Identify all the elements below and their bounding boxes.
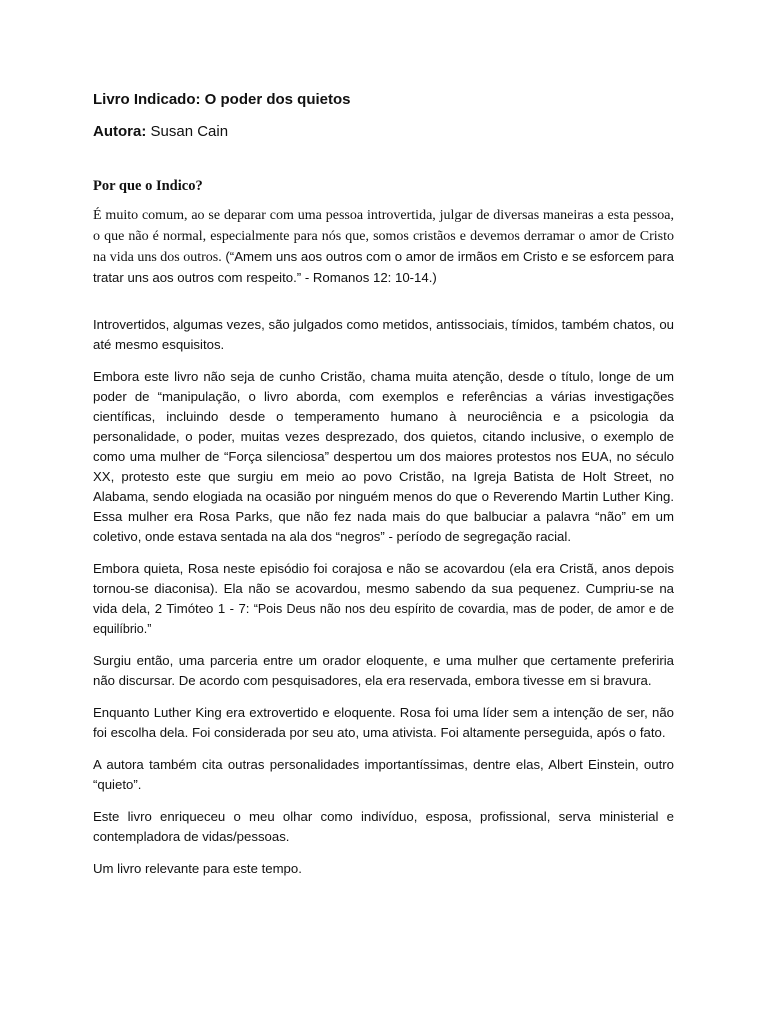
intro-bible-quote: (“Amem uns aos outros com o amor de irmãos em Cristo e se esforcem para tratar uns aos outros com respeito.” - Romanos 12: 10-14.) — [93, 249, 674, 285]
book-title-line — [93, 90, 674, 110]
paragraph-3-quote: “Pois Deus não nos deu espírito de covardia, mas de poder, de amor e de equilíbrio.” — [93, 602, 674, 636]
section-heading: Por que o Indico? — [93, 178, 203, 194]
document-page — [93, 90, 674, 879]
paragraph-3 — [93, 559, 674, 639]
author-line — [93, 122, 674, 142]
paragraph-6: A autora também cita outras personalidades importantíssimas, dentre elas, Albert Einstein, outro “quieto”. — [93, 757, 674, 792]
author-name: Susan Cain — [150, 123, 229, 140]
intro-serif-text: É muito comum, ao se deparar com uma pessoa introvertida, julgar de diversas maneiras a esta pessoa, o que não é normal, especialmente para nós que, somos cristãos e devemos derramar o amor de Cristo na vida uns dos outros. — [93, 208, 674, 265]
paragraph-5: Enquanto Luther King era extrovertido e eloquente. Rosa foi uma líder sem a intenção de ser, não foi escolha dela. Foi considerada por seu ato, uma ativista. Foi altamente perseguida, após o fato. — [93, 705, 674, 740]
paragraph-8: Um livro relevante para este tempo. — [93, 861, 302, 876]
paragraph-7: Este livro enriqueceu o meu olhar como indivíduo, esposa, profissional, serva ministerial e contempladora de vidas/pessoas. — [93, 809, 674, 844]
author-label: Autora: — [93, 123, 147, 140]
intro-paragraph — [93, 205, 674, 288]
paragraph-3-main: Embora quieta, Rosa neste episódio foi corajosa e não se acovardou (ela era Cristã, anos depois tornou-se diaconisa). Ela não se acovardou, mesmo sabendo da sua pequenez. Cumpriu-se na vida dela, 2 Timóteo 1 - 7: — [93, 561, 674, 616]
paragraph-1: Introvertidos, algumas vezes, são julgados como metidos, antissociais, tímidos, também chatos, ou até mesmo esquisitos. — [93, 317, 674, 352]
paragraph-4: Surgiu então, uma parceria entre um orador eloquente, e uma mulher que certamente preferiria não discursar. De acordo com pesquisadores, ela era reservada, embora tivesse em si bravura. — [93, 653, 674, 688]
paragraph-2: Embora este livro não seja de cunho Cristão, chama muita atenção, desde o título, longe de um poder de “manipulação, o livro aborda, com exemplos e referências a várias investigações científicas, incluindo desde o temperamento humano à neurociência e a psicologia da personalidade, o poder, muitas vezes desprezado, dos quietos, citando inclusive, o exemplo de como uma mulher de “Força silenciosa” despertou um dos maiores protestos nos EUA, no século XX, protesto este que surgiu em meio ao povo Cristão, na Igreja Batista de Holt Street, no Alabama, sendo elogiada na ocasião por ninguém menos do que o Reverendo Martin Luther King. Essa mulher era Rosa Parks, que não fez nada mais do que balbuciar a palavra “não” em um coletivo, onde estava sentada na ala dos “negros” - período de segregação racial. — [93, 369, 674, 544]
book-title: Livro Indicado: O poder dos quietos — [93, 91, 351, 108]
